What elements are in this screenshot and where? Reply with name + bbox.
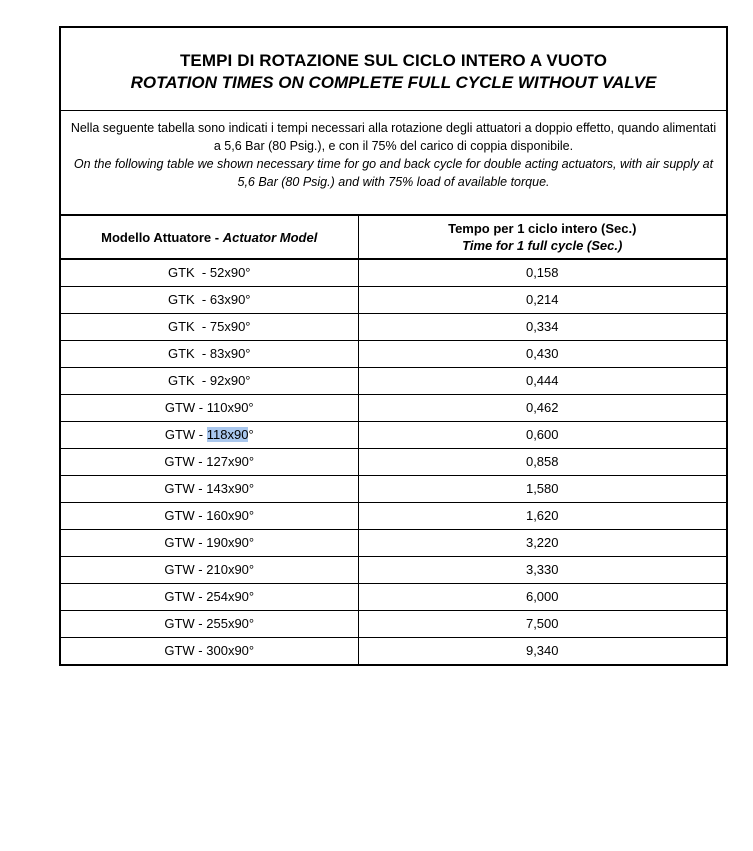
header-model — [61, 216, 358, 259]
cycle-time-cell: 3,330 — [358, 557, 726, 584]
model-series: GTK - — [167, 319, 210, 334]
table-body — [61, 259, 726, 664]
cycle-time-cell: 0,858 — [358, 449, 726, 476]
model-series: GTW - — [164, 643, 207, 658]
table-row — [61, 557, 726, 584]
description-english: On the following table we shown necessary time for go and back cycle for double acting actuators, with air supply at 5,6 Bar (80 Psig.) and with 75% load of available torque. — [73, 157, 714, 189]
header-time-english: Time for 1 full cycle (Sec.) — [462, 238, 623, 253]
model-cell — [61, 368, 358, 395]
cycle-time-cell: 0,158 — [358, 259, 726, 287]
table-row — [61, 476, 726, 503]
model-cell — [61, 341, 358, 368]
model-cell — [61, 476, 358, 503]
rotation-times-table — [61, 216, 726, 664]
cycle-time-cell: 1,580 — [358, 476, 726, 503]
model-cell — [61, 422, 358, 449]
model-size: 160x90° — [206, 508, 255, 523]
model-series: GTW - — [164, 400, 207, 415]
model-series: GTK - — [167, 265, 210, 280]
model-size: 255x90° — [206, 616, 255, 631]
header-model-italian: Modello Attuatore - — [101, 229, 223, 245]
model-size: 254x90° — [206, 589, 255, 604]
model-series: GTW - — [164, 508, 207, 523]
model-size-selected-text[interactable]: 118x90 — [206, 427, 249, 442]
model-cell — [61, 557, 358, 584]
header-model-english: Actuator Model — [222, 229, 318, 245]
model-cell — [61, 449, 358, 476]
table-header-row — [61, 216, 726, 259]
model-size: 52x90° — [209, 265, 251, 280]
table-row — [61, 395, 726, 422]
table-row — [61, 611, 726, 638]
document-sheet — [59, 26, 728, 666]
model-size: 127x90° — [206, 454, 255, 469]
model-cell — [61, 611, 358, 638]
model-series: GTW - — [164, 535, 207, 550]
model-series: GTW - — [164, 454, 207, 469]
title-english: ROTATION TIMES ON COMPLETE FULL CYCLE WITHOUT VALVE — [130, 73, 657, 92]
table-row — [61, 449, 726, 476]
model-size: 190x90° — [206, 535, 255, 550]
table-row — [61, 638, 726, 665]
model-size-suffix: ° — [248, 427, 254, 442]
cycle-time-cell: 0,214 — [358, 287, 726, 314]
model-cell — [61, 530, 358, 557]
title-italian: TEMPI DI ROTAZIONE SUL CICLO INTERO A VUOTO — [179, 51, 608, 70]
header-time-italian: Tempo per 1 ciclo intero (Sec.) — [448, 221, 637, 236]
model-cell — [61, 314, 358, 341]
model-cell — [61, 287, 358, 314]
cycle-time-cell: 0,462 — [358, 395, 726, 422]
model-cell — [61, 638, 358, 665]
cycle-time-cell: 3,220 — [358, 530, 726, 557]
table-row — [61, 314, 726, 341]
model-series: GTK - — [167, 292, 210, 307]
model-series: GTK - — [167, 373, 210, 388]
description-block — [61, 111, 726, 216]
header-time — [358, 216, 726, 259]
model-cell — [61, 395, 358, 422]
table-row — [61, 530, 726, 557]
table-row — [61, 368, 726, 395]
model-series: GTW - — [164, 427, 207, 442]
title-block — [61, 28, 726, 111]
model-size: 63x90° — [209, 292, 251, 307]
model-size: 300x90° — [206, 643, 255, 658]
model-size: 83x90° — [209, 346, 251, 361]
model-cell — [61, 259, 358, 287]
cycle-time-cell: 6,000 — [358, 584, 726, 611]
table-row — [61, 422, 726, 449]
model-cell — [61, 503, 358, 530]
model-series: GTW - — [164, 589, 207, 604]
table-row — [61, 259, 726, 287]
model-cell — [61, 584, 358, 611]
model-series: GTW - — [164, 481, 207, 496]
model-series: GTK - — [167, 346, 210, 361]
description-italian: Nella seguente tabella sono indicati i tempi necessari alla rotazione degli attuatori a doppio effetto, quando alimentati a 5,6 Bar (80 Psig.), e con il 75% del carico di coppia disponibile. — [70, 121, 717, 153]
cycle-time-cell: 1,620 — [358, 503, 726, 530]
model-series: GTW - — [164, 562, 207, 577]
cycle-time-cell: 0,430 — [358, 341, 726, 368]
model-size: 143x90° — [206, 481, 255, 496]
model-size: 75x90° — [209, 319, 251, 334]
model-size: 92x90° — [209, 373, 251, 388]
cycle-time-cell: 0,334 — [358, 314, 726, 341]
model-size: 110x90° — [206, 400, 254, 415]
cycle-time-cell: 0,600 — [358, 422, 726, 449]
table-row — [61, 584, 726, 611]
cycle-time-cell: 9,340 — [525, 643, 559, 658]
table-row — [61, 287, 726, 314]
table-row — [61, 503, 726, 530]
cycle-time-cell: 0,444 — [358, 368, 726, 395]
model-series: GTW - — [164, 616, 207, 631]
model-size: 210x90° — [206, 562, 255, 577]
table-row — [61, 341, 726, 368]
cycle-time-cell: 7,500 — [358, 611, 726, 638]
